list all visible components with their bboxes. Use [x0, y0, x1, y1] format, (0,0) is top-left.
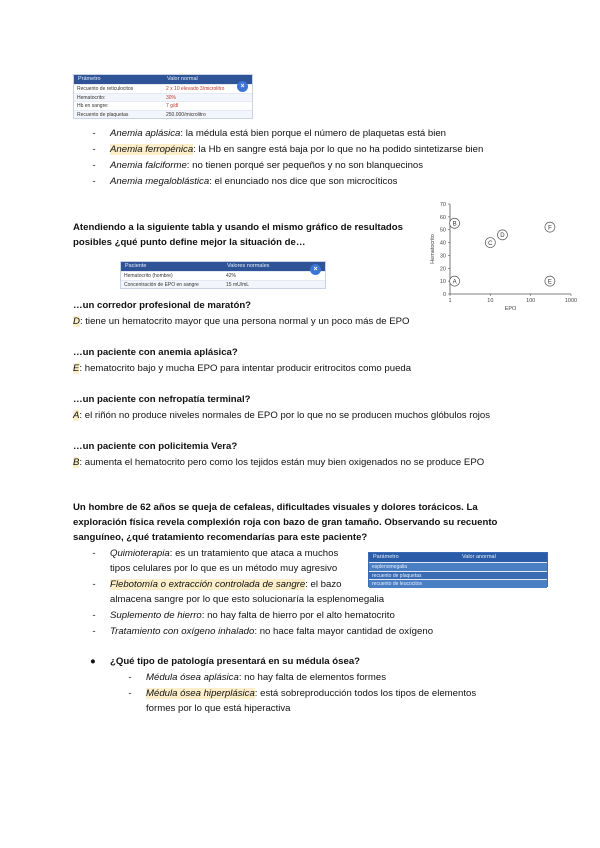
- header-cell: Paciente: [125, 263, 147, 269]
- treatment-text: : es un tratamiento que ataca a muchos: [169, 548, 339, 559]
- x-tick-label: 100: [526, 298, 536, 304]
- data-point-label: D: [500, 233, 505, 240]
- data-point-label: A: [452, 279, 457, 286]
- qa-answer: [73, 363, 411, 375]
- answer-text: : hematocrito bajo y mucha EPO para intentar producir eritrocitos como pueda: [79, 363, 412, 374]
- marrow-text-continued: formes por lo que está hiperactiva: [146, 703, 291, 714]
- treatment-text-continued: almacena sangre por lo que esto solucionaría la esplenomegalia: [110, 594, 385, 605]
- table-cell: esplenomegalia: [372, 564, 408, 570]
- treatment-text: : no hace falta mayor cantidad de oxígeno: [254, 626, 434, 637]
- treatment-text: : el bazo: [305, 579, 342, 590]
- table-row: [74, 84, 252, 93]
- table-cell: 30%: [166, 94, 177, 101]
- table-row: [121, 280, 325, 289]
- marrow-text: : está sobreproducción todos los tipos de elementos: [254, 688, 477, 699]
- y-tick-label: 0: [442, 292, 446, 298]
- answer-letter: E: [73, 363, 80, 374]
- answer-term: Anemia aplásica: [110, 128, 181, 139]
- table-cell: [458, 572, 547, 580]
- y-tick-label: 40: [439, 240, 446, 247]
- table-row: [369, 562, 547, 571]
- answer-text: : tiene un hematocrito mayor que una persona normal y un poco más de EPO: [79, 316, 410, 327]
- case-line: sanguíneo, ¿qué tratamiento recomendarías para este paciente?: [73, 532, 368, 543]
- table-row: [121, 271, 325, 280]
- table-cell: Hb en sangre:: [77, 103, 109, 109]
- table-cell: Recuento de plaquetas: [77, 111, 129, 118]
- table-cell: 7 g/dl: [166, 103, 179, 109]
- treatment-text: : no hay falta de hierro por el alto hematocrito: [201, 610, 395, 621]
- table-cell: 15 mU/mL: [226, 281, 250, 288]
- x-axis-label: EPO: [504, 306, 517, 312]
- header-cell: Valor anormal: [462, 554, 496, 560]
- bullet-question-text: ¿Qué tipo de patología presentará en su médula ósea?: [110, 656, 361, 667]
- answer-term: Anemia megaloblástica: [110, 176, 210, 187]
- header-cell: Valores normales: [227, 263, 270, 269]
- qa-question: …un paciente con anemia aplásica?: [73, 347, 238, 358]
- table-cell: recuento de leucocitos: [372, 581, 423, 587]
- table-row: [74, 110, 252, 119]
- table-header: [74, 75, 252, 84]
- header-cell: Parámetro: [373, 554, 399, 560]
- question-line: posibles ¿qué punto define mejor la situación de…: [73, 237, 306, 248]
- question-line: Atendiendo a la siguiente tabla y usando el mismo gráfico de resultados: [73, 222, 403, 233]
- qa-answer: [73, 410, 490, 422]
- header-cell: Prámetro: [78, 76, 101, 82]
- marrow-text: : no hay falta de elementos formes: [238, 672, 386, 683]
- table-cell: Recuento de reticulocitos: [77, 86, 134, 92]
- parameters-table: [73, 74, 253, 119]
- data-point-label: F: [548, 225, 552, 232]
- table-cell: [458, 563, 547, 571]
- table-header: [369, 553, 547, 562]
- answer-text: : no tienen porqué ser pequeños y no son blanquecinos: [186, 160, 424, 171]
- table-header: [121, 262, 325, 271]
- table-row: [74, 93, 252, 102]
- table-row: [369, 579, 547, 588]
- answer-text: : la médula está bien porque el número de plaquetas está bien: [180, 128, 447, 139]
- qa-question: …un paciente con nefropatía terminal?: [73, 394, 251, 405]
- data-point-label: B: [452, 221, 457, 228]
- case-line: exploración física revela complexión roja con bazo de gran tamaño. Observando su recuento: [73, 517, 498, 528]
- treatment-term: Suplemento de hierro: [110, 610, 202, 621]
- x-tick-label: 1: [448, 298, 452, 304]
- close-icon[interactable]: ×: [310, 264, 321, 275]
- bullet-icon: ●: [90, 656, 96, 667]
- qa-answer: [73, 457, 484, 469]
- case-line: Un hombre de 62 años se queja de cefaleas, dificultades visuales y dolores torácicos. La: [73, 502, 478, 513]
- data-point-label: C: [488, 240, 493, 247]
- y-tick-label: 10: [439, 279, 446, 286]
- table-cell: recuento de plaquetas: [372, 572, 422, 579]
- marrow-term: Médula ósea hiperplásica: [146, 688, 255, 699]
- answer-letter: A: [73, 410, 80, 421]
- treatment-term: Tratamiento con oxígeno inhalado: [110, 626, 255, 637]
- epo-hematocrit-chart: [425, 198, 585, 313]
- close-icon[interactable]: ×: [237, 81, 248, 92]
- qa-question: …un paciente con policitemia Vera?: [73, 441, 238, 452]
- treatment-text-continued: tipos celulares por lo que es un método muy agresivo: [110, 563, 338, 574]
- table-cell: 42%: [226, 273, 237, 279]
- x-tick-label: 1000: [564, 298, 578, 304]
- qa-question: …un corredor profesional de maratón?: [73, 300, 252, 311]
- x-tick-label: 10: [487, 298, 494, 304]
- table-cell: 2 x 10 elevado 3/microlitro: [166, 86, 225, 92]
- treatment-term: Quimioterapia: [110, 548, 170, 559]
- y-axis-label: Hematocrito: [430, 234, 436, 264]
- data-point-label: E: [547, 279, 552, 286]
- answer-text: : el enunciado nos dice que son microcíticos: [209, 176, 398, 187]
- y-tick-label: 20: [439, 266, 446, 273]
- table-row: [369, 571, 547, 580]
- header-cell: Valor normal: [167, 76, 198, 82]
- y-tick-label: 70: [439, 202, 446, 208]
- answer-text: : la Hb en sangre está baja por lo que no ha podido sintetizarse bien: [193, 144, 484, 155]
- abnormal-values-table: [368, 552, 548, 587]
- y-tick-label: 30: [439, 253, 446, 260]
- answer-letter: D: [73, 316, 80, 327]
- table-cell: [458, 580, 547, 588]
- table-cell: Hematocrito (hombre): [124, 273, 173, 279]
- marrow-term: Médula ósea aplásica: [146, 672, 239, 683]
- table-cell: Concentración de EPO en sangre: [124, 281, 199, 288]
- y-tick-label: 50: [439, 227, 446, 234]
- answer-text: : el riñón no produce niveles normales de EPO por lo que no se producen muchos glóbulos rojos: [79, 410, 491, 421]
- qa-answer: [73, 316, 410, 328]
- answer-text: : aumenta el hematocrito pero como los tejidos están muy bien oxigenados no se produce EPO: [79, 457, 485, 468]
- answer-letter: B: [73, 457, 80, 468]
- y-tick-label: 60: [439, 214, 446, 221]
- treatment-term: Flebotomía o extracción controlada de sangre: [110, 579, 306, 590]
- answer-term: Anemia falciforme: [110, 160, 187, 171]
- table-cell: Hematocrito:: [77, 94, 106, 101]
- table-cell: 250.000/microlitro: [166, 111, 206, 118]
- table-row: [74, 101, 252, 110]
- answer-term: Anemia ferropénica: [110, 144, 194, 155]
- normal-values-table: [120, 261, 326, 289]
